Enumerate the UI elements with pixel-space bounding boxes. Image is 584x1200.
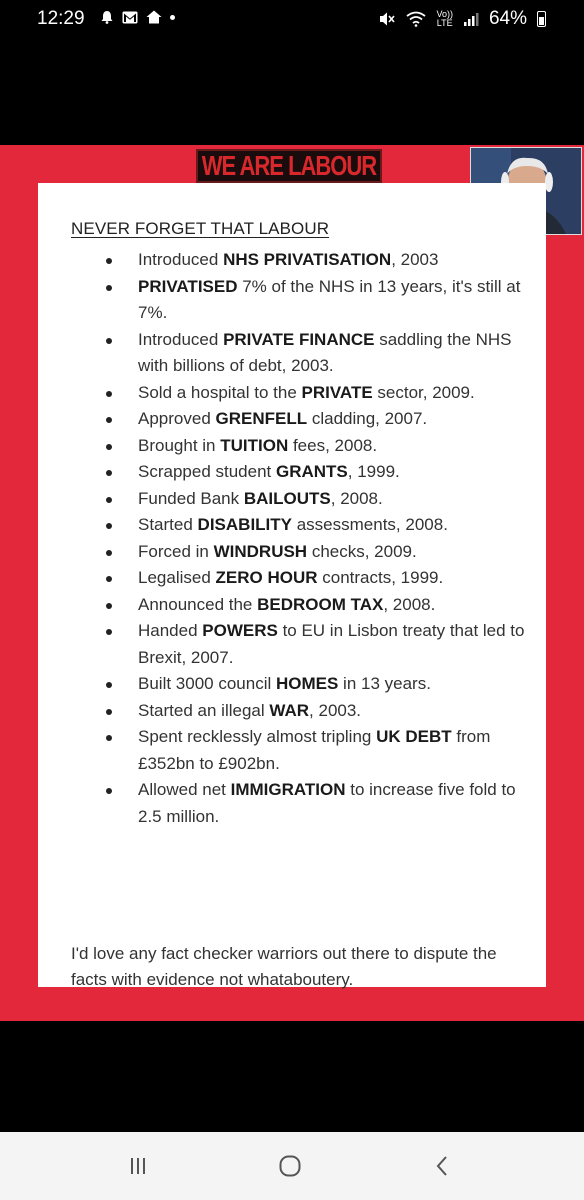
item-keyword: HOMES xyxy=(275,674,339,693)
item-text: Allowed net xyxy=(138,780,231,799)
text-card xyxy=(38,183,546,987)
back-icon xyxy=(434,1155,450,1177)
item-text: Introduced xyxy=(138,250,224,269)
home-button[interactable] xyxy=(270,1152,310,1180)
gmail-icon xyxy=(122,11,138,24)
item-text: assessments, 2008. xyxy=(292,515,448,534)
list-item xyxy=(106,486,536,513)
item-text: Started xyxy=(138,515,198,534)
item-text: Funded Bank xyxy=(138,488,244,508)
recent-apps-button[interactable] xyxy=(118,1152,158,1180)
list-item xyxy=(106,406,536,433)
home-icon xyxy=(278,1154,302,1178)
item-keyword: GRANTS xyxy=(275,462,348,481)
list-item xyxy=(106,327,536,380)
home-app-icon xyxy=(146,10,162,24)
list-item xyxy=(106,274,536,327)
item-text: Sold a hospital to the xyxy=(138,382,302,402)
item-text: Approved xyxy=(138,409,216,428)
item-text: , 1999. xyxy=(347,462,400,481)
list-item xyxy=(106,777,536,830)
list-item xyxy=(106,433,536,460)
list-item xyxy=(106,592,536,619)
post-image[interactable] xyxy=(0,145,584,1021)
item-keyword: WINDRUSH xyxy=(213,541,308,561)
item-keyword: BEDROOM TAX xyxy=(257,594,384,614)
volte-indicator xyxy=(436,10,453,28)
item-keyword: ZERO HOUR xyxy=(215,568,318,587)
signal-icon xyxy=(463,11,479,27)
item-text: 7% of the NHS in 13 years, it's still at 7%. xyxy=(138,276,521,322)
list-item xyxy=(106,539,536,566)
item-keyword: POWERS xyxy=(202,621,278,640)
list-item xyxy=(106,618,536,671)
item-keyword: WAR xyxy=(269,700,310,720)
list-item xyxy=(106,671,536,698)
card-title: NEVER FORGET THAT LABOUR xyxy=(71,219,330,238)
list-item xyxy=(106,512,536,539)
recent-apps-icon xyxy=(128,1156,148,1176)
item-text: Handed xyxy=(138,621,203,640)
list-item xyxy=(106,459,536,486)
item-text: cladding, 2007. xyxy=(307,409,428,428)
notification-icons xyxy=(100,10,175,24)
item-text: Started an illegal xyxy=(138,700,270,720)
item-keyword: NHS PRIVATISATION xyxy=(223,250,392,269)
labour-banner xyxy=(196,149,382,183)
list-item xyxy=(106,724,536,777)
item-text: in 13 years. xyxy=(338,674,431,693)
item-keyword: PRIVATISED xyxy=(138,276,238,296)
item-keyword: BAILOUTS xyxy=(243,488,331,508)
item-keyword: UK DEBT xyxy=(376,727,452,746)
item-text: contracts, 1999. xyxy=(317,568,444,587)
battery-icon xyxy=(537,11,546,27)
clock: 12:29 xyxy=(37,8,85,29)
item-text: fees, 2008. xyxy=(288,435,378,455)
mute-icon xyxy=(378,11,396,27)
banner-text: WE ARE LABOUR xyxy=(201,149,377,181)
item-text: Spent recklessly almost tripling xyxy=(138,727,377,746)
list-item xyxy=(106,380,536,407)
more-notifications-dot xyxy=(170,15,175,20)
item-text: , 2003 xyxy=(391,250,439,269)
item-text: Announced the xyxy=(138,594,258,614)
closing-text: I'd love any fact checker warriors out there to dispute the facts with evidence not whataboutery. xyxy=(71,944,497,989)
item-text: to increase five fold to 2.5 million. xyxy=(138,780,516,826)
item-keyword: PRIVATE FINANCE xyxy=(223,329,375,349)
list-item xyxy=(106,247,536,274)
item-text: , 2008. xyxy=(330,488,383,508)
item-text: Introduced xyxy=(138,329,224,349)
item-keyword: PRIVATE xyxy=(301,382,373,402)
wifi-icon xyxy=(406,11,426,27)
item-text: checks, 2009. xyxy=(307,541,417,561)
item-keyword: IMMIGRATION xyxy=(230,780,346,799)
item-text: , 2003. xyxy=(309,700,362,720)
volte-label: Vo)) xyxy=(436,9,453,19)
item-keyword: GRENFELL xyxy=(215,409,308,428)
item-text: Legalised xyxy=(138,568,216,587)
item-text: , 2008. xyxy=(383,594,436,614)
list-item xyxy=(106,698,536,725)
item-text: Brought in xyxy=(138,435,221,455)
battery-percent: 64% xyxy=(488,8,527,29)
navigation-bar xyxy=(0,1132,584,1200)
bullet-list xyxy=(106,247,536,830)
system-icons xyxy=(378,8,546,30)
item-text: from £352bn to £902bn. xyxy=(138,727,491,773)
bell-icon xyxy=(100,10,114,24)
item-text: sector, 2009. xyxy=(372,382,475,402)
item-text: Forced in xyxy=(138,541,214,561)
back-button[interactable] xyxy=(422,1152,462,1180)
item-text: saddling the NHS with billions of debt, 2003. xyxy=(138,329,512,375)
list-item xyxy=(106,565,536,592)
item-text: Scrapped student xyxy=(138,462,276,481)
item-text: to EU in Lisbon treaty that led to Brexit, 2007. xyxy=(138,621,525,667)
item-keyword: DISABILITY xyxy=(197,515,292,534)
item-keyword: TUITION xyxy=(220,435,289,455)
status-bar xyxy=(0,0,584,40)
item-text: Built 3000 council xyxy=(138,674,276,693)
lte-label: LTE xyxy=(436,18,453,28)
